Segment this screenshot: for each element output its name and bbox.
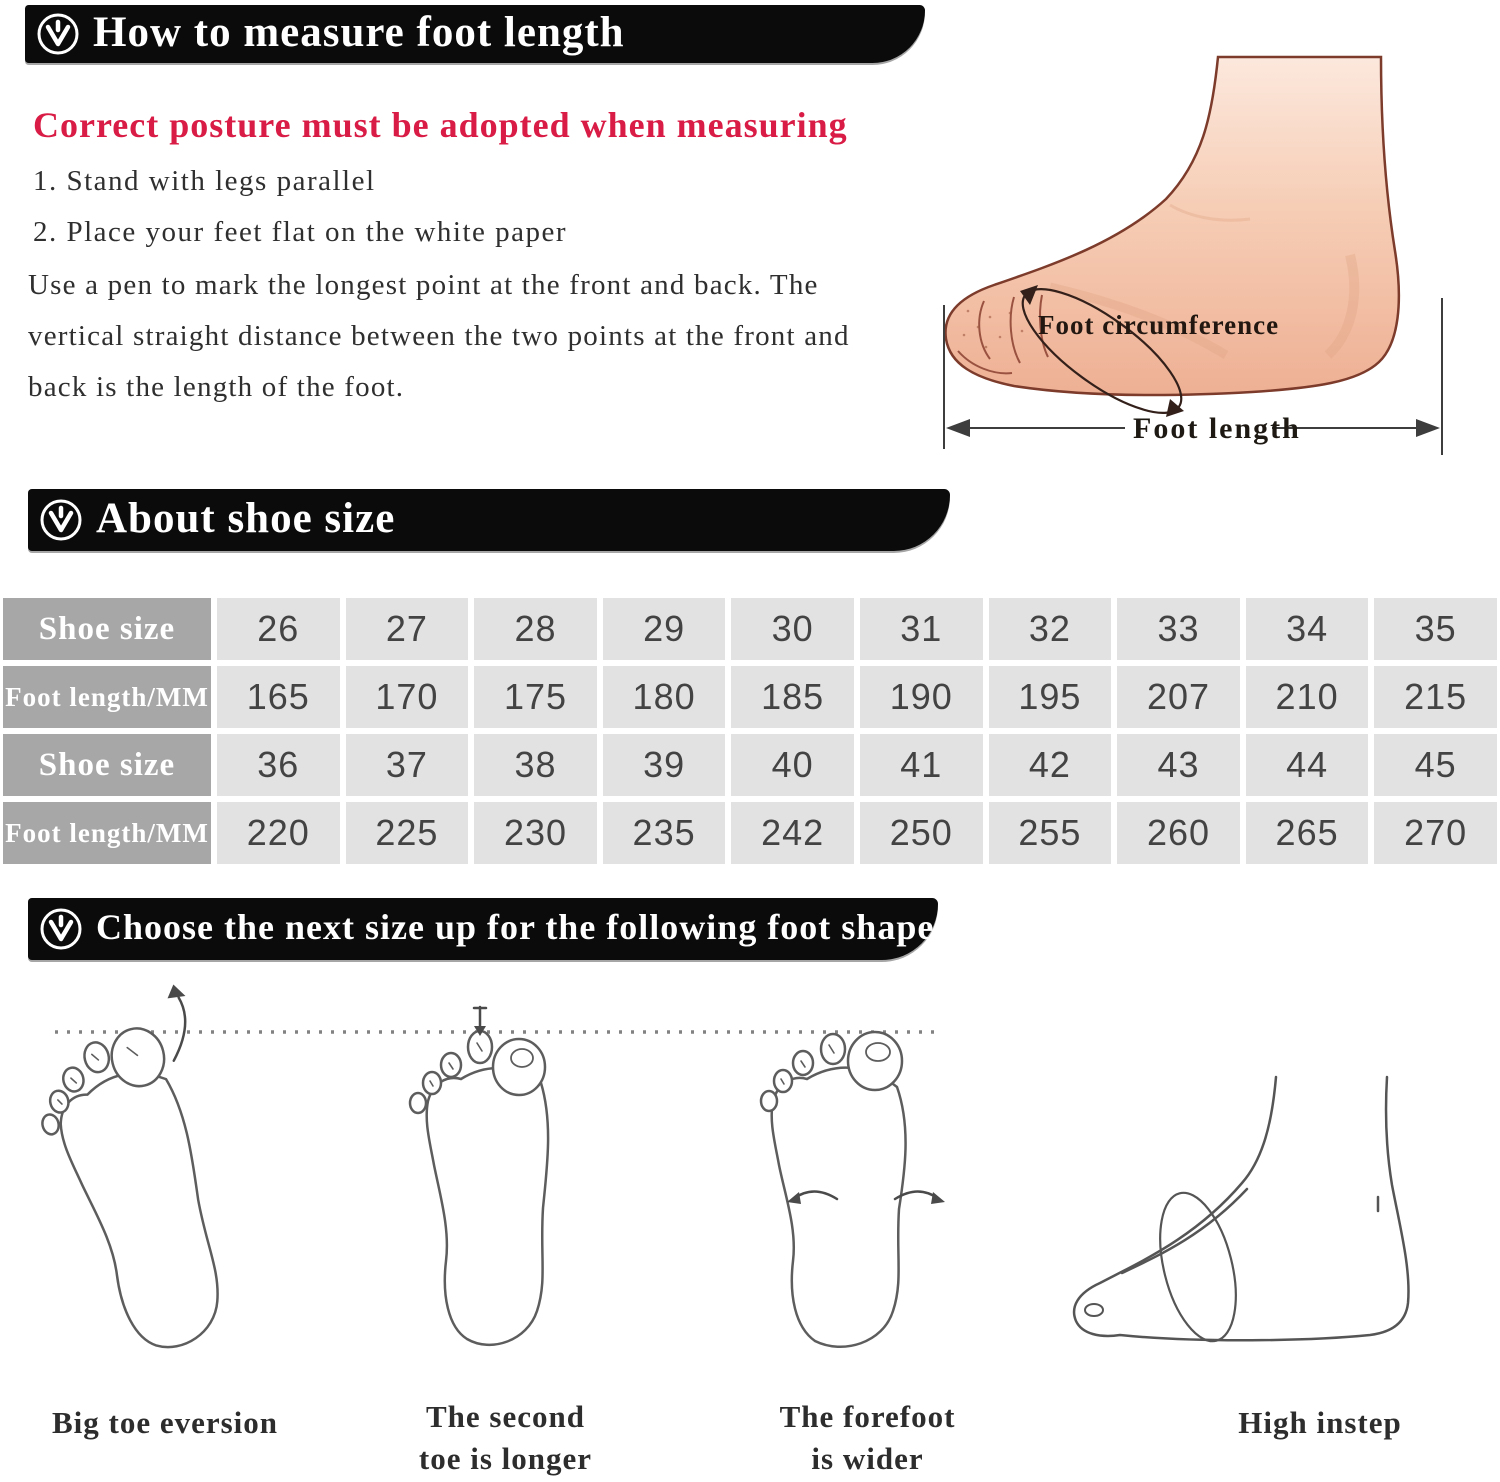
- caption-big-toe-eversion: [20, 1402, 310, 1444]
- table-cell: 30: [731, 598, 854, 660]
- measure-paragraph: Use a pen to mark the longest point at the front and back. The vertical straight distance between the two points at the front and back is the length of the foot.: [28, 269, 850, 403]
- posture-heading: Correct posture must be adopted when measuring: [33, 105, 848, 145]
- footprint-forefoot-wider: [761, 1032, 945, 1347]
- table-cell: 185: [731, 666, 854, 728]
- table-cell: 242: [731, 802, 854, 864]
- banner-foot-shapes-label: Choose the next size up for the following foot shapes: [96, 907, 950, 947]
- table-cell: 36: [217, 734, 340, 796]
- circumference-label: Foot circumference: [1038, 310, 1280, 340]
- chevron-down-circle-icon: [35, 11, 81, 57]
- table-cell: 215: [1374, 666, 1497, 728]
- table-cell: 44: [1246, 734, 1369, 796]
- table-cell: 34: [1246, 598, 1369, 660]
- footprint-second-toe-longer: [410, 1007, 548, 1345]
- table-cell: 175: [474, 666, 597, 728]
- foot-measure-illustration: [920, 55, 1500, 470]
- table-cell: 37: [346, 734, 469, 796]
- table-row-label: Foot length/MM: [3, 802, 211, 864]
- table-row-label: Foot length/MM: [3, 666, 211, 728]
- banner-how-to-measure: [25, 5, 925, 63]
- table-cell: 265: [1246, 802, 1369, 864]
- table-cell: 26: [217, 598, 340, 660]
- foot-length-label: Foot length: [1133, 412, 1301, 445]
- table-cell: 235: [603, 802, 726, 864]
- table-cell: 207: [1117, 666, 1240, 728]
- table-cell: 225: [346, 802, 469, 864]
- table-row-label: Shoe size: [3, 598, 211, 660]
- foot-shapes-illustrations: [0, 985, 1500, 1390]
- table-cell: 260: [1117, 802, 1240, 864]
- caption-line: Big toe eversion: [51, 1405, 279, 1440]
- table-cell: 170: [346, 666, 469, 728]
- table-cell: 43: [1117, 734, 1240, 796]
- table-row-label: Shoe size: [3, 734, 211, 796]
- table-cell: 210: [1246, 666, 1369, 728]
- banner-about-shoe-size: [28, 489, 950, 551]
- table-cell: 255: [989, 802, 1112, 864]
- caption-high-instep: [1190, 1402, 1450, 1444]
- table-cell: 220: [217, 802, 340, 864]
- chevron-down-circle-icon: [38, 906, 84, 952]
- caption-line: The forefoot: [779, 1399, 956, 1434]
- caption-second-toe-longer: [398, 1396, 613, 1480]
- banner-foot-shapes: [28, 898, 950, 960]
- foot-high-instep: [1074, 1077, 1408, 1349]
- table-cell: 40: [731, 734, 854, 796]
- table-cell: 180: [603, 666, 726, 728]
- step-2: 2. Place your feet flat on the white paper: [33, 216, 568, 248]
- table-cell: 29: [603, 598, 726, 660]
- table-cell: 32: [989, 598, 1112, 660]
- table-cell: 39: [603, 734, 726, 796]
- chevron-down-circle-icon: [38, 497, 84, 543]
- table-cell: 28: [474, 598, 597, 660]
- caption-line: The second: [426, 1399, 585, 1434]
- table-cell: 31: [860, 598, 983, 660]
- caption-line: toe is longer: [418, 1441, 593, 1476]
- table-cell: 27: [346, 598, 469, 660]
- table-cell: 41: [860, 734, 983, 796]
- footprint-big-toe-eversion: [17, 982, 267, 1364]
- step-1: 1. Stand with legs parallel: [33, 165, 376, 197]
- banner-how-to-measure-label: How to measure foot length: [93, 8, 625, 56]
- table-cell: 270: [1374, 802, 1497, 864]
- table-cell: 250: [860, 802, 983, 864]
- caption-forefoot-wider: [760, 1396, 975, 1480]
- shoe-size-table: [3, 598, 1497, 864]
- table-cell: 190: [860, 666, 983, 728]
- table-cell: 38: [474, 734, 597, 796]
- table-cell: 45: [1374, 734, 1497, 796]
- table-cell: 35: [1374, 598, 1497, 660]
- table-cell: 42: [989, 734, 1112, 796]
- table-cell: 195: [989, 666, 1112, 728]
- table-cell: 230: [474, 802, 597, 864]
- caption-line: High instep: [1238, 1405, 1402, 1440]
- caption-line: is wider: [811, 1441, 924, 1476]
- table-cell: 33: [1117, 598, 1240, 660]
- banner-about-shoe-size-label: About shoe size: [96, 494, 396, 542]
- table-cell: 165: [217, 666, 340, 728]
